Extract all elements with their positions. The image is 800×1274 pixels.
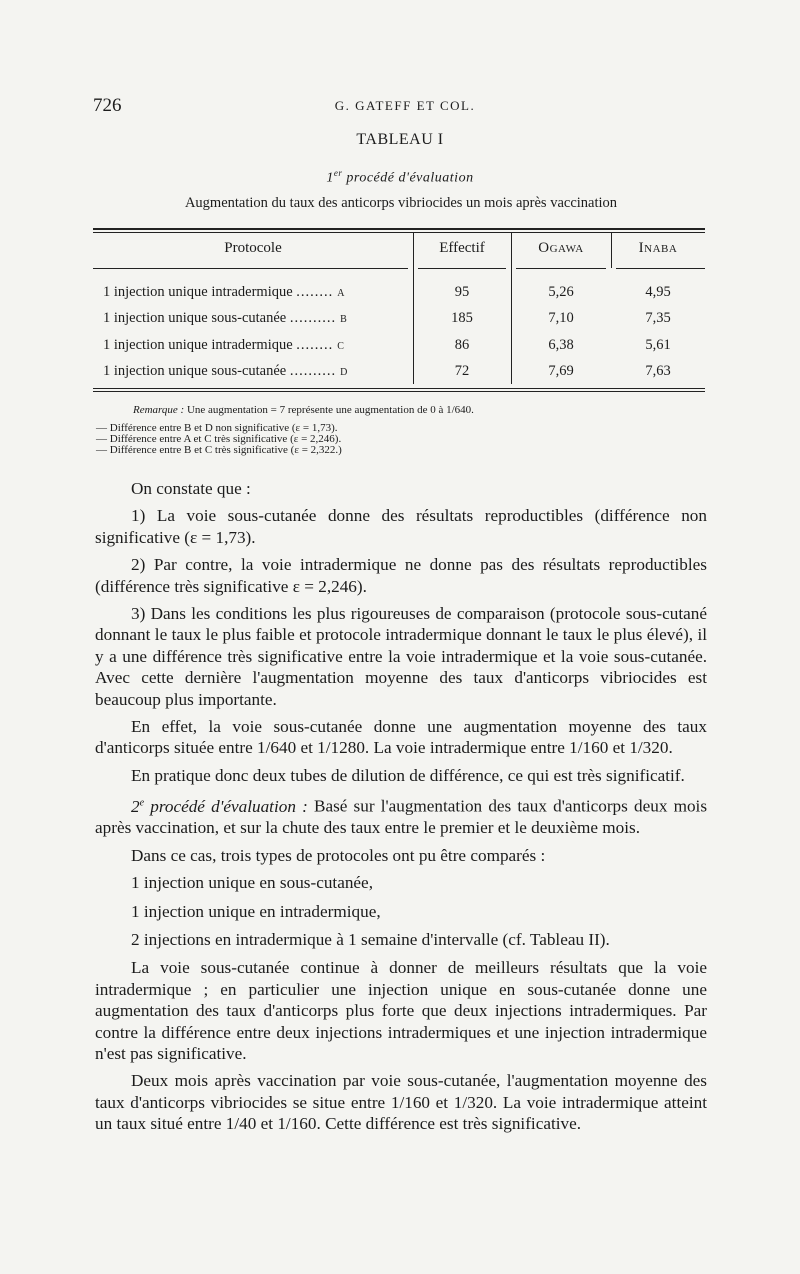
table-row <box>0 363 800 389</box>
table-row <box>0 310 800 336</box>
cell-ogawa: 5,26 <box>548 284 574 300</box>
table-bottom-rule-thin <box>93 391 705 392</box>
table-top-rule <box>93 228 705 230</box>
list-item: 1 injection unique en intradermique, <box>131 901 381 921</box>
table-remark <box>133 404 474 416</box>
cell-inaba: 4,95 <box>645 284 671 300</box>
heading-text: procédé d'évaluation : <box>150 797 308 817</box>
heading-ordinal: 2 <box>131 797 140 817</box>
protocol-text: 1 injection unique sous-cutanée <box>103 310 287 326</box>
paragraph: 2) Par contre, la voie intradermique ne donne pas des résultats reproductibles (différence très significative ε = 2,246). <box>95 555 707 596</box>
paragraph-text: Basé sur l'augmentation des taux d'anticorps deux mois après vaccination, et sur la chute des taux entre le premier et le deuxième mois. <box>95 797 708 838</box>
protocol-text: 1 injection unique sous-cutanée <box>103 363 287 379</box>
leader-dots: ........ <box>296 284 334 300</box>
table-subtitle <box>200 168 600 187</box>
table-caption: Augmentation du taux des anticorps vibriocides un mois après vaccination <box>184 195 618 211</box>
header-underline-protocole <box>93 268 408 269</box>
heading-sup: e <box>139 797 145 809</box>
column-header-inaba: Inaba <box>638 240 678 256</box>
remark-text: Une augmentation = 7 représente une augmentation de 0 à 1/640. <box>186 404 474 416</box>
row-protocol <box>103 363 347 380</box>
table-row <box>0 337 800 363</box>
table-top-rule-thin <box>93 232 705 233</box>
paragraph: En effet, la voie sous-cutanée donne une augmentation moyenne des taux d'anticorps située entre 1/640 et 1/1280. La voie intradermique entre 1/160 et 1/320. <box>95 717 707 758</box>
row-protocol <box>103 284 345 301</box>
table-note: — Différence entre A et C très significative (ε = 2,246). <box>96 433 342 445</box>
list-item: 1 injection unique en sous-cutanée, <box>131 873 373 893</box>
paragraph: 1) La voie sous-cutanée donne des résultats reproductibles (différence non significative (ε = 1,73). <box>95 506 707 547</box>
subtitle-sup: er <box>333 168 343 178</box>
cell-effectif: 185 <box>451 310 473 326</box>
row-protocol <box>103 310 347 327</box>
cell-effectif: 72 <box>454 363 470 379</box>
header-underline-ogawa <box>516 268 606 269</box>
cell-inaba: 5,61 <box>645 337 671 353</box>
list-item: 2 injections en intradermique à 1 semaine d'intervalle (cf. Tableau II). <box>131 930 610 950</box>
paragraph: Dans ce cas, trois types de protocoles ont pu être comparés : <box>131 845 546 865</box>
paragraph: En pratique donc deux tubes de dilution de différence, ce qui est très significatif. <box>131 765 685 785</box>
leader-dots: ........ <box>296 337 334 353</box>
protocol-text: 1 injection unique intradermique <box>103 337 293 353</box>
cell-ogawa: 7,69 <box>548 363 574 379</box>
cell-inaba: 7,35 <box>645 310 671 326</box>
body-text <box>95 478 707 1141</box>
leader-dots: .......... <box>289 310 337 326</box>
row-protocol <box>103 337 344 354</box>
cell-ogawa: 7,10 <box>548 310 574 326</box>
cell-ogawa: 6,38 <box>548 337 574 353</box>
cell-effectif: 95 <box>454 284 470 300</box>
header-underline-inaba <box>616 268 705 269</box>
column-header-effectif: Effectif <box>439 240 485 256</box>
cell-inaba: 7,63 <box>645 363 671 379</box>
running-title: G. GATEFF ET COL. <box>334 98 476 113</box>
paragraph: 3) Dans les conditions les plus rigoureuses de comparaison (protocole sous-cutané donnant le taux le plus faible et protocole intradermique donnant le taux le plus élevé), il y a une différence très significative entre la voie intradermique et la voie sous-cutanée. Avec cette dernière l'augmentation moyenne des taux d'anticorps vibriocides est beaucoup plus importante. <box>95 604 707 709</box>
paragraph: On constate que : <box>131 479 251 498</box>
paragraph <box>95 792 707 839</box>
cell-effectif: 86 <box>454 337 470 353</box>
remark-label: Remarque : <box>133 404 185 416</box>
row-letter: B <box>340 314 347 325</box>
table-note: — Différence entre B et D non significative (ε = 1,73). <box>96 422 338 434</box>
column-header-protocole: Protocole <box>224 240 282 256</box>
table-note: — Différence entre B et C très significative (ε = 2,322.) <box>96 444 342 456</box>
paragraph: La voie sous-cutanée continue à donner de meilleurs résultats que la voie intradermique ; en particulier une injection unique en sous-cutanée donne une augmentation des taux d'anticorps plus forte que deux injections intradermiques. Par contre la différence entre deux injections intradermiques et une injection intradermique n'est pas significative. <box>95 958 707 1064</box>
table-row <box>0 284 800 310</box>
paragraph: Deux mois après vaccination par voie sous-cutanée, l'augmentation moyenne des taux d'anticorps vibriocides se situe entre 1/160 et 1/320. La voie intradermique atteint un taux situé entre 1/40 et 1/160. Cette différence est très significative. <box>95 1071 707 1134</box>
protocol-text: 1 injection unique intradermique <box>103 284 293 300</box>
column-header-ogawa: Ogawa <box>538 240 584 256</box>
page-number: 726 <box>93 95 122 116</box>
subtitle-ordinal: 1 <box>326 170 334 186</box>
subtitle-text: procédé d'évaluation <box>346 170 474 186</box>
table-title: TABLEAU I <box>356 131 444 148</box>
section-heading <box>131 797 308 816</box>
header-underline-effectif <box>418 268 506 269</box>
leader-dots: .......... <box>289 363 337 379</box>
row-letter: D <box>340 367 348 378</box>
row-letter: A <box>337 288 345 299</box>
row-letter: C <box>337 341 344 352</box>
